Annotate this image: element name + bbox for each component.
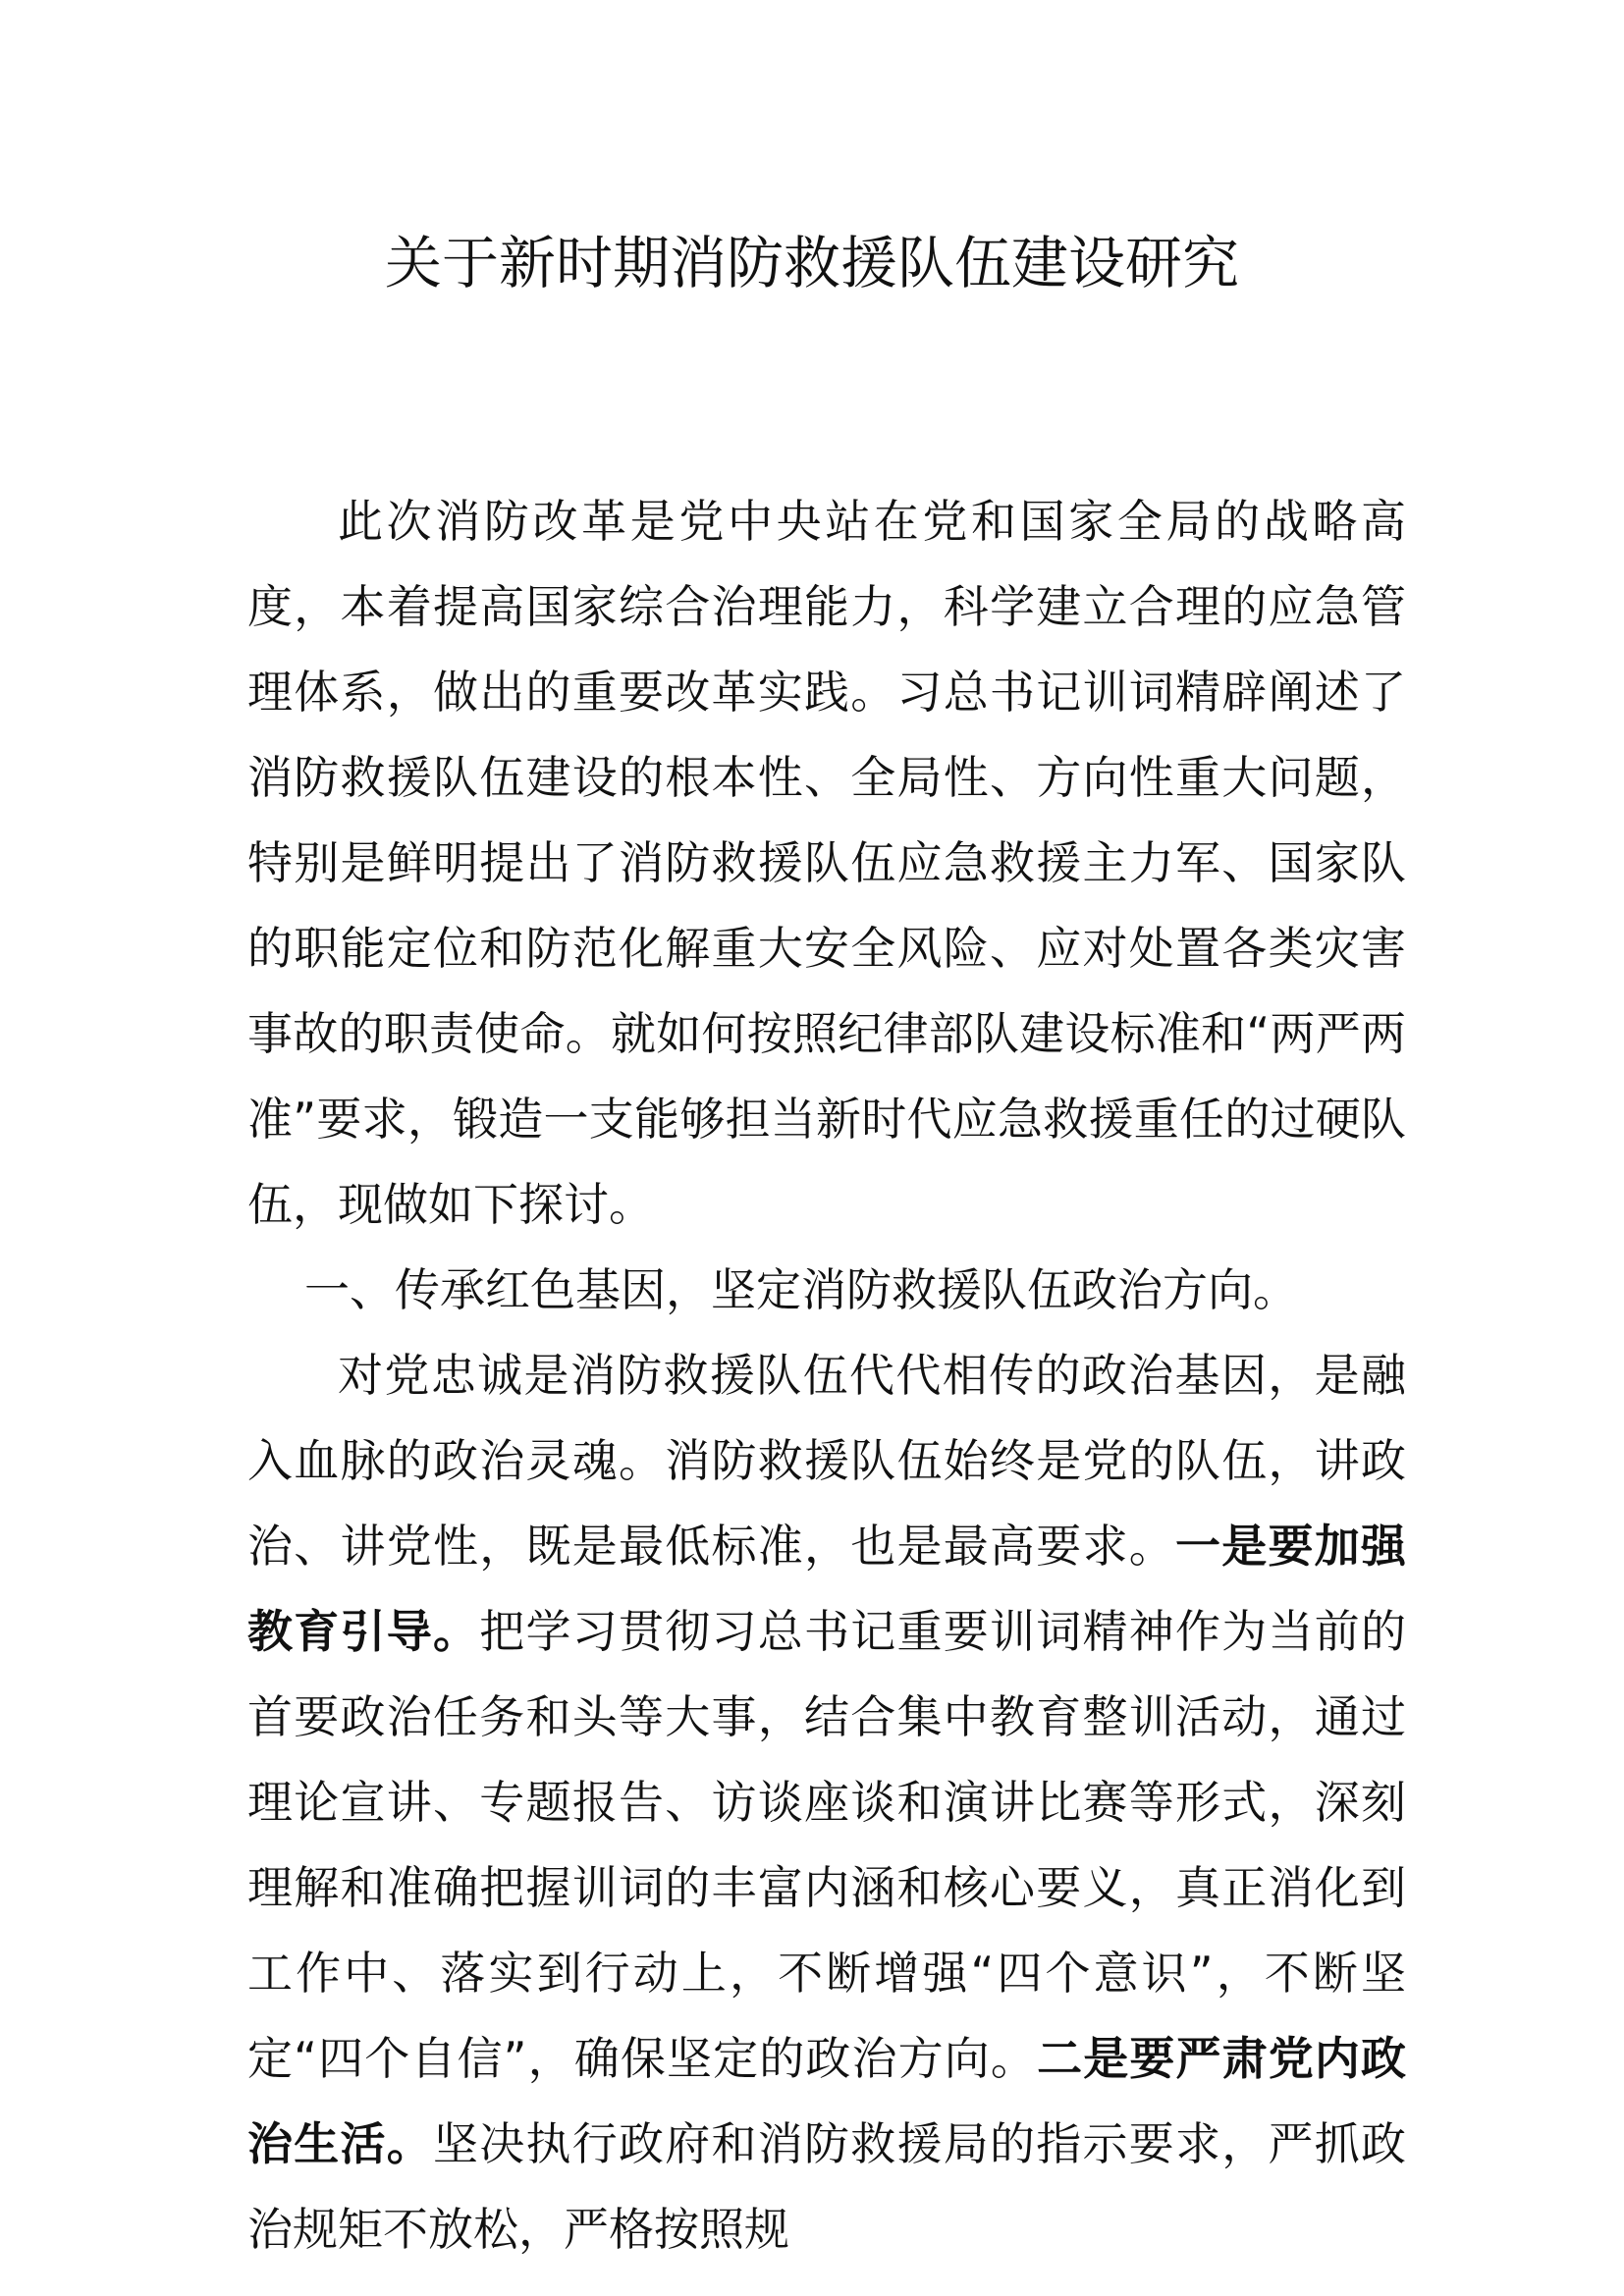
document-body [247, 479, 1406, 2272]
section-1-intro-text: 对党忠诚是消防救援队伍代代相传的政治基因，是融入血脉的政治灵魂。消防救援队伍始终是党的队伍，讲政治、讲党性，既是最低标准，也是最高要求。 [247, 1349, 1406, 1573]
point-2-text: 坚决执行政府和消防救援局的指示要求，严抓政治规矩不放松，严格按照规 [247, 2117, 1406, 2256]
intro-paragraph: 此次消防改革是党中央站在党和国家全局的战略高度，本着提高国家综合治理能力，科学建立合理的应急管理体系，做出的重要改革实践。习总书记训词精辟阐述了消防救援队伍建设的根本性、全局性、方向性重大问题，特别是鲜明提出了消防救援队伍应急救援主力军、国家队的职能定位和防范化解重大安全风险、应对处置各类灾害事故的职责使命。就如何按照纪律部队建设标准和“两严两准”要求，锻造一支能够担当新时代应急救援重任的过硬队伍，现做如下探讨。 [247, 495, 1406, 1231]
point-2-title: 二是要严肃党内政治生活。 [247, 2032, 1406, 2170]
point-1-text: 把学习贯彻习总书记重要训词精神作为当前的首要政治任务和头等大事，结合集中教育整训活动，通过理论宣讲、专题报告、访谈座谈和演讲比赛等形式，深刻理解和准确把握训词的丰富内涵和核心要义，真正消化到工作中、落实到行动上，不断增强“四个意识”，不断坚定“四个自信”，确保坚定的政治方向。 [247, 1605, 1406, 2085]
section-heading-1: 一、传承红色基因，坚定消防救援队伍政治方向。 [304, 1263, 1298, 1316]
section-1-paragraph [247, 1333, 1406, 2272]
document-title: 关于新时期消防救援队伍建设研究 [384, 230, 1239, 296]
point-1-title: 一是要加强教育引导。 [247, 1520, 1406, 1658]
